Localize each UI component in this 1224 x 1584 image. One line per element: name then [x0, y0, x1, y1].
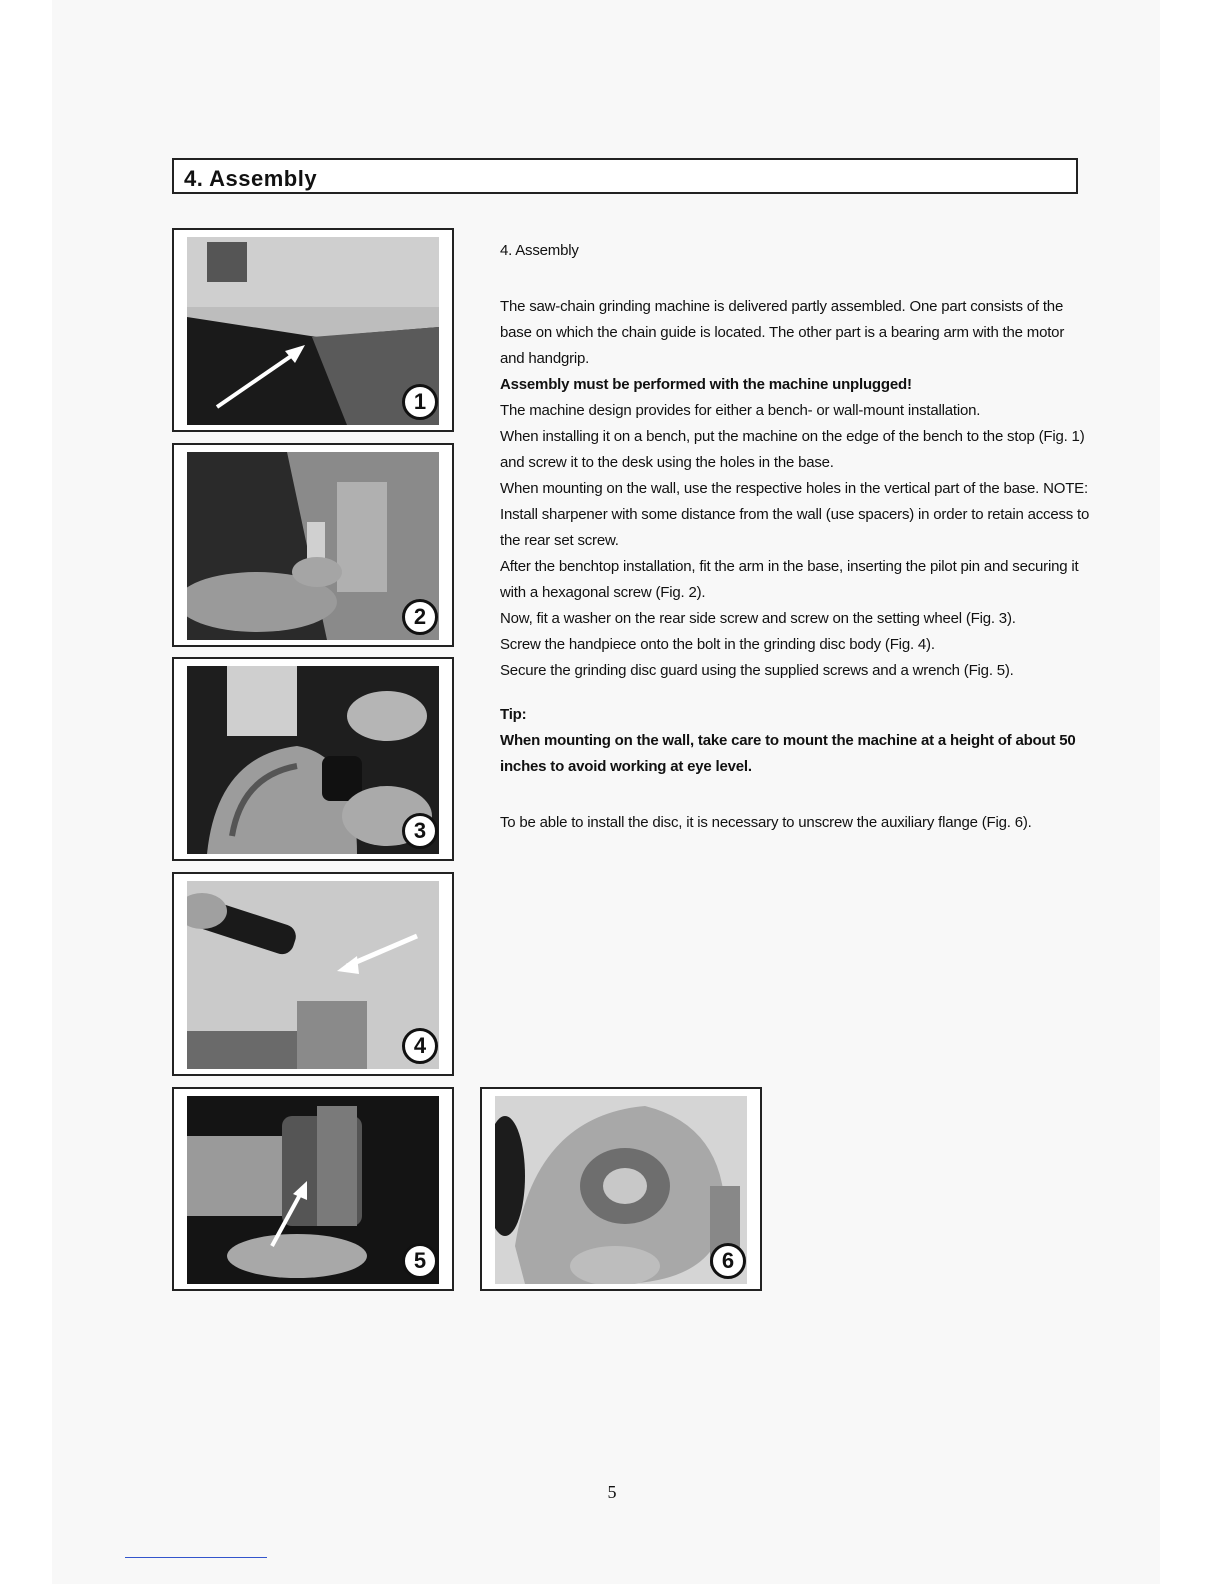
figure-2-number: 2 [402, 599, 438, 635]
figure-4-number: 4 [402, 1028, 438, 1064]
unplug-warning: Assembly must be performed with the machine unplugged! [500, 376, 912, 393]
section-header [172, 158, 1078, 194]
tip-text: When mounting on the wall, take care to mount the machine at a height of about 50 inches to avoid working at eye level. [500, 732, 1076, 775]
figure-5 [172, 1087, 454, 1291]
intro-paragraph: The saw-chain grinding machine is delivered partly assembled. One part consists of the base on which the chain guide is located. The other part is a bearing arm with the motor and handgrip. [500, 298, 1065, 367]
figure-2-photo [187, 452, 439, 640]
paragraph-bench-install: When installing it on a bench, put the machine on the edge of the bench to the stop (Fig. 1) and screw it to the desk using the holes in the base. [500, 428, 1085, 471]
figure-4 [172, 872, 454, 1076]
figure-4-photo [187, 881, 439, 1069]
figure-3-photo [187, 666, 439, 854]
text-heading: 4. Assembly [500, 242, 579, 259]
page-number: 5 [607, 1482, 617, 1502]
figure-6-number: 6 [710, 1243, 746, 1279]
assembly-text [500, 238, 1090, 836]
paragraph-disc-guard: Secure the grinding disc guard using the supplied screws and a wrench (Fig. 5). [500, 662, 1014, 679]
section-title: 4. Assembly [184, 166, 318, 191]
paragraph-mount-options: The machine design provides for either a bench- or wall-mount installation. [500, 402, 981, 419]
tip-label: Tip: [500, 706, 527, 723]
figure-5-photo [187, 1096, 439, 1284]
figure-1 [172, 228, 454, 432]
paragraph-wall-install: When mounting on the wall, use the respective holes in the vertical part of the base. NOTE: Install sharpener with some distance from the wall (use spacers) in order to retain access to the rear set screw. [500, 480, 1090, 549]
paragraph-handpiece: Screw the handpiece onto the bolt in the grinding disc body (Fig. 4). [500, 636, 935, 653]
footer-rule [125, 1557, 267, 1558]
paragraph-fit-arm: After the benchtop installation, fit the arm in the base, inserting the pilot pin and securing it with a hexagonal screw (Fig. 2). [500, 558, 1079, 601]
paragraph-setting-wheel: Now, fit a washer on the rear side screw and screw on the setting wheel (Fig. 3). [500, 610, 1016, 627]
figure-1-number: 1 [402, 384, 438, 420]
figure-5-number: 5 [402, 1243, 438, 1279]
figure-2 [172, 443, 454, 647]
figure-3-number: 3 [402, 813, 438, 849]
figure-6-photo [495, 1096, 747, 1284]
figure-6 [480, 1087, 762, 1291]
disc-install-note: To be able to install the disc, it is necessary to unscrew the auxiliary flange (Fig. 6). [500, 814, 1032, 831]
figure-1-photo [187, 237, 439, 425]
figure-3 [172, 657, 454, 861]
